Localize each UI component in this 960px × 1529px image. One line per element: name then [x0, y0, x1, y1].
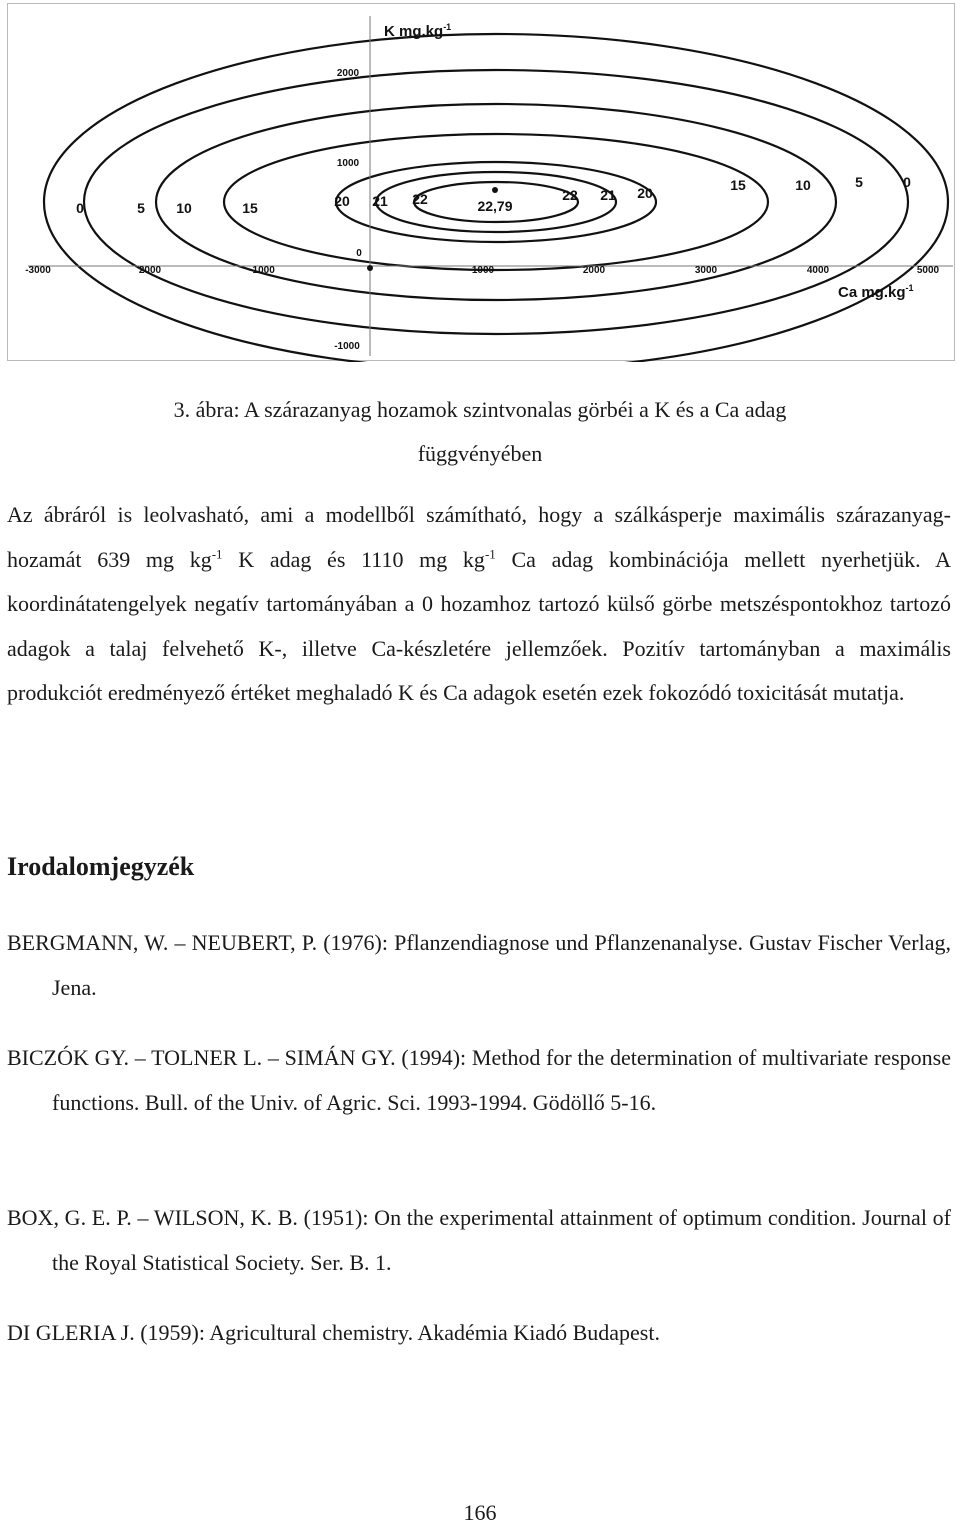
body-paragraph: Az ábráról is leolvasható, ami a modellből számítható, hogy a szálkásperje maximális szárazanyag-hozamát 639 mg $kg^{-1}$ K adag és 1110 mg $kg^{-1}$ Ca adag kombinációja mellett nyerhetjük. A koordinátatengelyek negatív tartományában a 0 hozamhoz tartozó külső görbe metszéspontokhoz tartozó adagok a talaj felvehető K-, illetve Ca-készletére jellemzőek. Pozitív tartományban a maximális produkciót eredményező értéket meghaladó K és Ca adagok esetén ezek fokozódó toxicitását mutatja.: [7, 502, 951, 705]
x-tick: 2000: [138, 265, 162, 276]
contour-label: 0: [903, 174, 911, 190]
reference-item: BICZÓK GY. – TOLNER L. – SIMÁN GY. (1994): Method for the determination of multivariate response functions. Bull. of the Univ. of Agric. Sci. 1993-1994. Gödöllő 5-16.: [7, 1045, 951, 1115]
page-number: 166: [463, 1500, 497, 1525]
x-tick: 4000: [806, 265, 830, 276]
maximum-label: 22,79: [477, 198, 513, 214]
contour-label: 15: [242, 200, 258, 216]
y-tick: -1000: [334, 341, 360, 352]
contour-figure: [7, 3, 955, 361]
contour-label: 10: [176, 200, 192, 216]
references-heading: Irodalomjegyzék: [7, 852, 195, 881]
x-tick: 0: [356, 248, 362, 259]
maximum-marker: [492, 187, 498, 193]
contour-label: 10: [795, 177, 811, 193]
contour-plot: [8, 4, 956, 362]
contour-label: 20: [637, 185, 653, 201]
x-axis-label: Ca $mg.kg^{-1}$: [838, 283, 914, 301]
contour-label: 0: [76, 200, 84, 216]
y-axis-label: K $mg.kg^{-1}$: [384, 22, 452, 40]
reference-item: DI GLERIA J. (1959): Agricultural chemistry. Akadémia Kiadó Budapest.: [7, 1320, 660, 1345]
contour-label: 21: [372, 193, 388, 209]
contour-label: 22: [412, 191, 428, 207]
contour-label: 15: [730, 177, 746, 193]
contour-label: 20: [334, 193, 350, 209]
x-tick: 5000: [916, 265, 940, 276]
x-tick: -1000: [249, 265, 275, 276]
x-tick: 2000: [582, 265, 606, 276]
contour-label: 21: [600, 187, 616, 203]
figure-caption-line-2: függvényében: [417, 441, 543, 466]
contour-label: 22: [562, 187, 578, 203]
contour-label: 5: [137, 200, 145, 216]
contour-label: 5: [855, 174, 863, 190]
reference-item: BOX, G. E. P. – WILSON, K. B. (1951): On the experimental attainment of optimum condition. Journal of the Royal Statistical Society. Ser. B. 1.: [7, 1205, 951, 1275]
y-tick: 1000: [336, 158, 360, 169]
x-tick: 1000: [471, 265, 495, 276]
y-tick: 2000: [336, 68, 360, 79]
origin-marker: [367, 265, 373, 271]
reference-item: BERGMANN, W. – NEUBERT, P. (1976): Pflanzendiagnose und Pflanzenanalyse. Gustav Fischer Verlag, Jena.: [7, 930, 951, 1000]
x-tick: -3000: [25, 265, 51, 276]
figure-caption-line-1: 3. ábra: A szárazanyag hozamok szintvonalas görbéi a K és a Ca adag: [173, 397, 787, 422]
x-tick: 3000: [694, 265, 718, 276]
